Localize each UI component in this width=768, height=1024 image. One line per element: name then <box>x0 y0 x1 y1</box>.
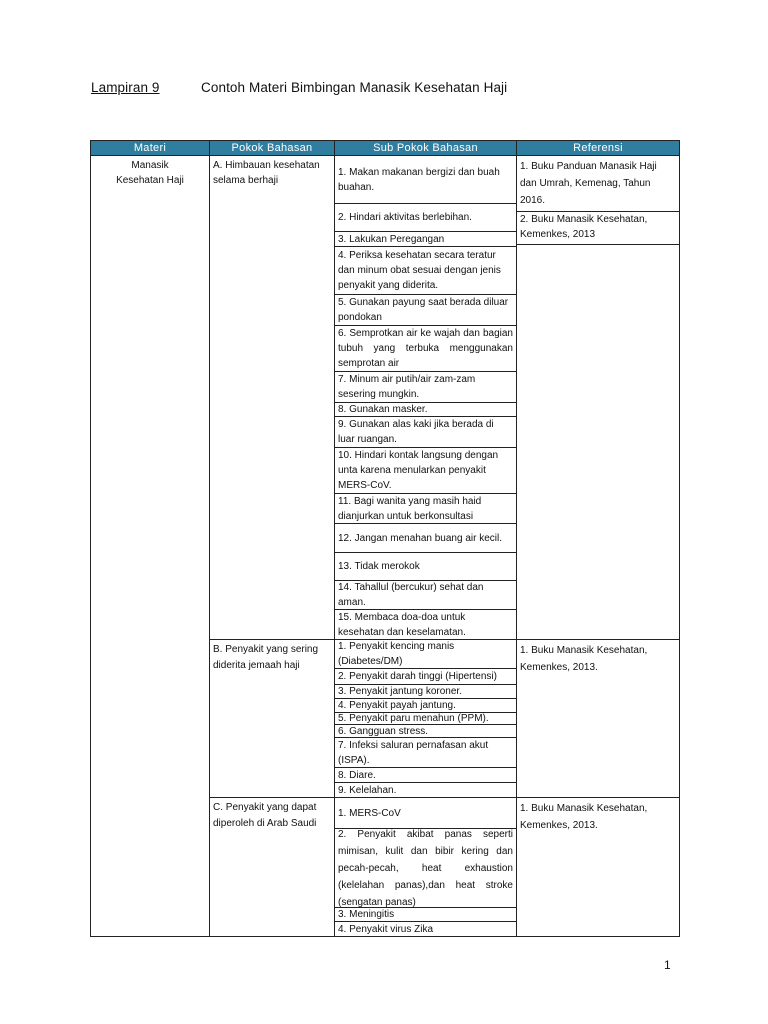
header-pokok-bahasan: Pokok Bahasan <box>210 141 335 156</box>
list-item: 15. Membaca doa-doa untuk kesehatan dan keselamatan. <box>334 610 517 639</box>
list-item: 9. Kelelahan. <box>334 783 517 797</box>
materials-table <box>90 140 680 937</box>
list-item: 5. Gunakan payung saat berada diluar pondokan <box>334 295 517 326</box>
list-item: 4. Penyakit virus Zika <box>334 922 517 936</box>
list-item: 6. Semprotkan air ke wajah dan bagian tubuh yang terbuka menggunakan semprotan air <box>334 326 517 372</box>
page-number: 1 <box>664 958 671 972</box>
ref-cell-b <box>517 640 680 798</box>
list-item: 8. Gunakan masker. <box>334 403 517 417</box>
table-row <box>91 156 680 640</box>
list-item: 4. Periksa kesehatan secara teratur dan minum obat sesuai dengan jenis penyakit yang diderita. <box>334 247 517 295</box>
reference-item: 2. Buku Manasik Kesehatan, Kemenkes, 2013 <box>517 212 679 245</box>
sub-cell-a <box>335 156 517 640</box>
pokok-text-c: C. Penyakit yang dapat diperoleh di Arab Saudi <box>213 802 317 829</box>
pokok-cell-a <box>210 156 335 640</box>
reference-item: 1. Buku Panduan Manasik Haji dan Umrah, Kemenag, Tahun 2016. <box>517 158 679 212</box>
list-item: 2. Penyakit darah tinggi (Hipertensi) <box>334 669 517 685</box>
list-item: 9. Gunakan alas kaki jika berada di luar ruangan. <box>334 417 517 448</box>
materi-text: Manasik Kesehatan Haji <box>116 160 184 186</box>
list-item: 8. Diare. <box>334 768 517 783</box>
sub-cell-b <box>335 640 517 798</box>
pokok-text-a: A. Himbauan kesehatan selama berhaji <box>213 160 320 186</box>
reference-item: 1. Buku Manasik Kesehatan, Kemenkes, 2013. <box>520 645 648 673</box>
list-item: 3. Lakukan Peregangan <box>334 232 517 247</box>
list-item: 1. Penyakit kencing manis (Diabetes/DM) <box>334 640 517 669</box>
list-item: 1. MERS-CoV <box>334 798 517 829</box>
materi-cell <box>91 156 210 937</box>
list-item: 1. Makan makanan bergizi dan buah buahan. <box>334 156 517 204</box>
table-header-row <box>91 141 680 156</box>
list-item: 2. Hindari aktivitas berlebihan. <box>334 204 517 232</box>
ref-cell-a <box>517 156 680 640</box>
list-item: 7. Minum air putih/air zam-zam sesering mungkin. <box>334 372 517 403</box>
pokok-cell-c <box>210 798 335 937</box>
list-item: 13. Tidak merokok <box>334 553 517 581</box>
list-item: 7. Infeksi saluran pernafasan akut (ISPA). <box>334 738 517 768</box>
pokok-cell-b <box>210 640 335 798</box>
list-item: 10. Hindari kontak langsung dengan unta karena menularkan penyakit MERS-CoV. <box>334 448 517 494</box>
header-referensi: Referensi <box>517 141 680 156</box>
document-heading <box>91 80 508 95</box>
list-item: 2. Penyakit akibat panas seperti mimisan, kulit dan bibir kering dan pecah-pecah, heat exhaustion (kelelahan panas),dan heat stroke (sengatan panas) <box>334 829 517 908</box>
list-item: 3. Penyakit jantung koroner. <box>334 685 517 699</box>
header-materi: Materi <box>91 141 210 156</box>
list-item: 14. Tahallul (bercukur) sehat dan aman. <box>334 581 517 610</box>
list-item: 5. Penyakit paru menahun (PPM). <box>334 713 517 725</box>
list-item: 3. Meningitis <box>334 908 517 922</box>
document-title: Contoh Materi Bimbingan Manasik Kesehatan Haji <box>201 80 508 95</box>
appendix-label: Lampiran 9 <box>91 80 160 95</box>
list-item: 4. Penyakit payah jantung. <box>334 699 517 713</box>
ref-cell-c <box>517 798 680 937</box>
list-item: 12. Jangan menahan buang air kecil. <box>334 524 517 553</box>
reference-item: 1. Buku Manasik Kesehatan, Kemenkes, 2013. <box>520 803 648 831</box>
sub-cell-c <box>335 798 517 937</box>
list-item: 6. Gangguan stress. <box>334 725 517 738</box>
pokok-text-b: B. Penyakit yang sering diderita jemaah haji <box>213 644 319 671</box>
header-sub-pokok-bahasan: Sub Pokok Bahasan <box>335 141 517 156</box>
list-item: 11. Bagi wanita yang masih haid dianjurkan untuk berkonsultasi <box>334 494 517 524</box>
